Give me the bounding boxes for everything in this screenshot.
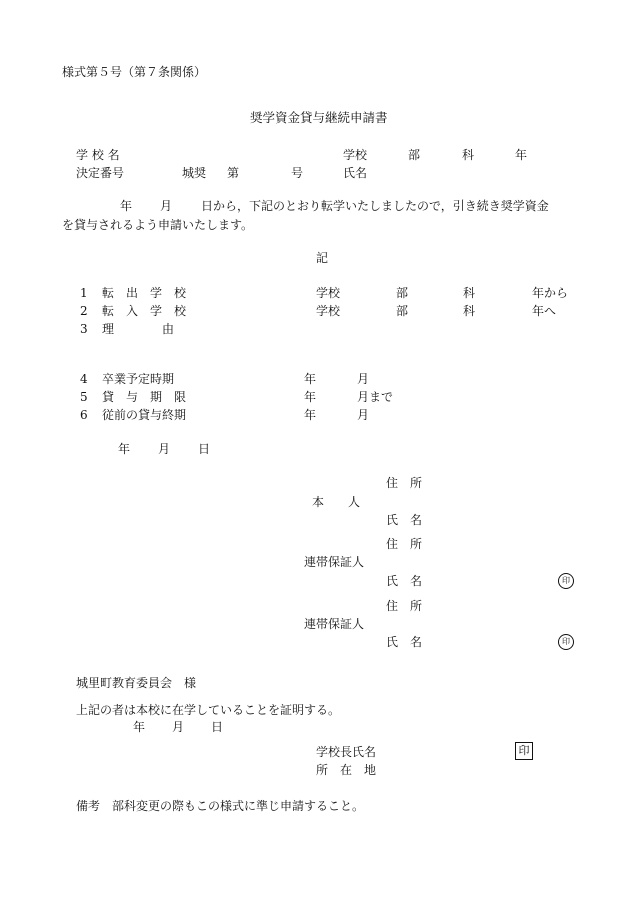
- period-year: 年: [304, 408, 317, 422]
- name-label: 氏名: [343, 166, 368, 180]
- period-label: 貸 与 期 限: [102, 390, 187, 404]
- principal-seal-icon: 印: [515, 742, 533, 760]
- body-line2: を貸与されるよう申請いたします。: [62, 218, 254, 232]
- dept-label: 部: [408, 148, 421, 162]
- item-label: 転 出 学 校: [102, 286, 187, 300]
- item-course: 科: [463, 304, 476, 318]
- item-school: 学校: [316, 304, 341, 318]
- period-number: 4: [80, 372, 88, 386]
- seal-mark-icon: 印: [558, 634, 574, 650]
- ki-heading: 記: [316, 251, 329, 265]
- period-label: 従前の貸与終期: [102, 408, 187, 422]
- item-number: 1: [80, 286, 88, 300]
- dai-label: 第: [227, 166, 240, 180]
- address-label: 住 所: [386, 599, 423, 613]
- item-dept: 部: [396, 304, 409, 318]
- body-month: 月: [160, 199, 173, 213]
- guarantor-label: 連帯保証人: [304, 555, 365, 569]
- document-title: 奨学資金貸与継続申請書: [250, 110, 388, 125]
- name-label: 氏 名: [386, 513, 423, 527]
- jouhou-label: 城奨: [182, 166, 207, 180]
- address-label: 住 所: [386, 476, 423, 490]
- date-year: 年: [118, 442, 131, 456]
- course-label: 科: [462, 148, 475, 162]
- location-label: 所 在 地: [316, 763, 377, 777]
- period-year: 年: [304, 372, 317, 386]
- item-number: 3: [80, 322, 88, 336]
- item-dept: 部: [396, 286, 409, 300]
- cert-year: 年: [133, 720, 146, 734]
- honnin-label: 本 人: [312, 495, 361, 509]
- seal-mark-icon: 印: [558, 573, 574, 589]
- period-number: 5: [80, 390, 88, 404]
- name-label: 氏 名: [386, 574, 423, 588]
- guarantor-label: 連帯保証人: [304, 617, 365, 631]
- item-number: 2: [80, 304, 88, 318]
- year-label: 年: [515, 148, 528, 162]
- body-line1: 日から，下記のとおり転学いたしましたので，引き続き奨学資金: [201, 199, 549, 213]
- period-month: 月まで: [357, 390, 394, 404]
- item-label: 理 由: [102, 322, 175, 336]
- date-month: 月: [158, 442, 171, 456]
- school-label: 学校: [343, 148, 368, 162]
- item-course: 科: [463, 286, 476, 300]
- item-year: 年へ: [532, 304, 557, 318]
- period-number: 6: [80, 408, 88, 422]
- body-year: 年: [120, 199, 133, 213]
- gou-label: 号: [291, 166, 304, 180]
- remarks-note: 備考 部科変更の際もこの様式に準じ申請すること。: [76, 799, 365, 813]
- certification-text: 上記の者は本校に在学していることを証明する。: [76, 703, 341, 717]
- principal-name-label: 学校長氏名: [316, 745, 377, 759]
- item-school: 学校: [316, 286, 341, 300]
- period-month: 月: [357, 408, 370, 422]
- item-label: 転 入 学 校: [102, 304, 187, 318]
- name-label: 氏 名: [386, 635, 423, 649]
- addressee: 城里町教育委員会 様: [76, 676, 197, 690]
- period-year: 年: [304, 390, 317, 404]
- decision-number-label: 決定番号: [76, 166, 125, 180]
- cert-day: 日: [211, 720, 224, 734]
- cert-month: 月: [172, 720, 185, 734]
- period-month: 月: [357, 372, 370, 386]
- item-year: 年から: [532, 286, 569, 300]
- school-name-label: 学 校 名: [76, 148, 120, 162]
- period-label: 卒業予定時期: [102, 372, 175, 386]
- form-number: 様式第５号（第７条関係）: [62, 65, 207, 79]
- address-label: 住 所: [386, 537, 423, 551]
- date-day: 日: [198, 442, 211, 456]
